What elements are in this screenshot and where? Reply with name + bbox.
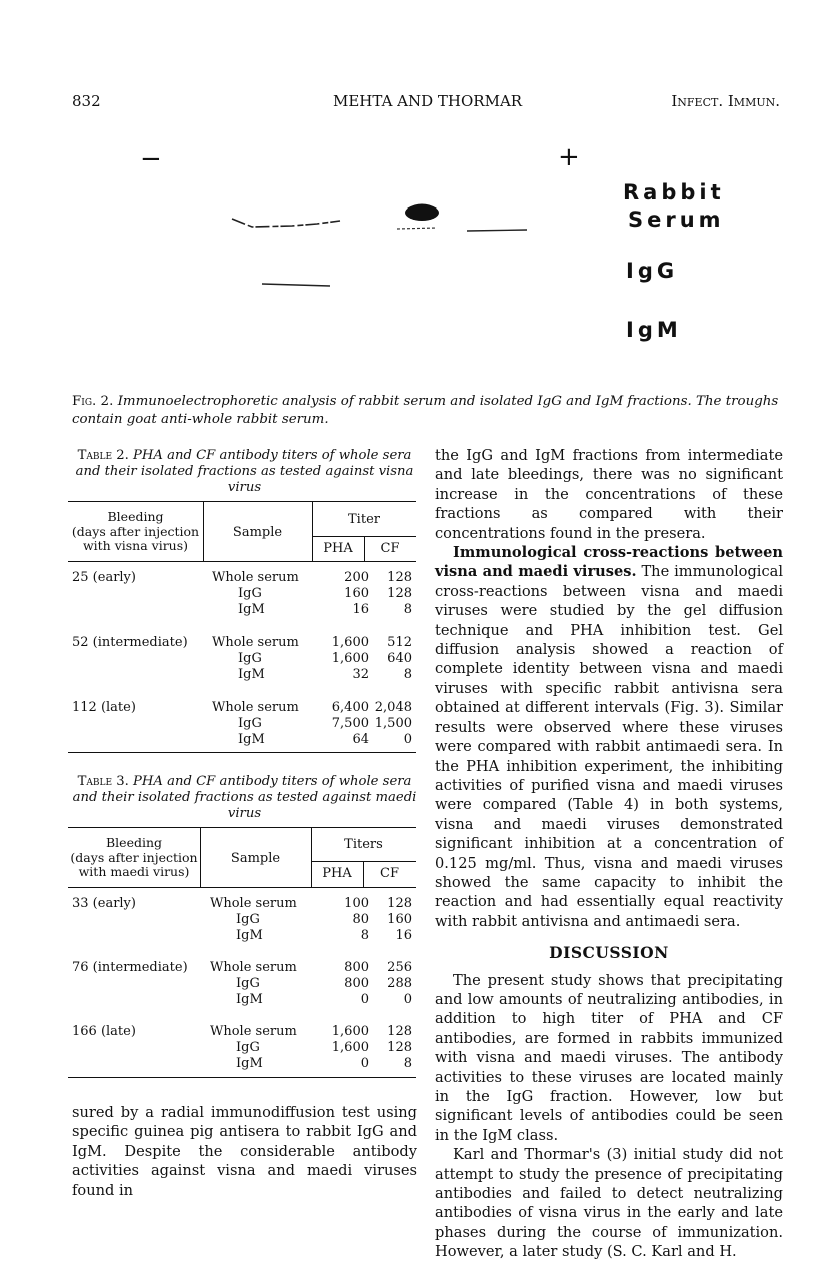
table-3-top-rule [68, 827, 416, 828]
paragraph: Karl and Thormar's (3) initial study did not attempt to study the presence of precipitating antibodies and failed to detect neutralizing antibodies of visna virus in the early and late phases during the course of immunization. However, a later study (S. C. Karl and H. [435, 1146, 783, 1261]
table-3-title: PHA and CF antibody titers of whole sera and their isolated fractions as tested against maedi virus [72, 774, 417, 821]
table-3-header-titers: Titers [344, 837, 383, 852]
paragraph: sured by a radial immunodiffusion test using specific guinea pig antisera to rabbit IgG and IgM. Despite the considerable antibody activities against visna and maedi viruses found in [72, 1104, 417, 1199]
table-row: IgG 1,600 640 [238, 651, 412, 666]
label-igg: IgG [626, 259, 679, 283]
table-2-title: PHA and CF antibody titers of whole sera and their isolated fractions as tested against visna virus [75, 448, 414, 495]
table-3-header-bleeding: Bleeding (days after injection with maedi virus) [70, 835, 198, 879]
table-row: 52 (intermediate) Whole serum 1,600 512 [72, 635, 412, 650]
table-row: IgM 16 8 [238, 602, 412, 617]
table-3-header-sample: Sample [230, 851, 281, 866]
table-2-header-pha: PHA [323, 541, 353, 556]
label-rabbit: Rabbit [623, 180, 725, 204]
plus-sign: + [558, 142, 580, 172]
table-3-header-cf: CF [380, 866, 399, 881]
caption-text: Immunoelectrophoretic analysis of rabbit serum and isolated IgG and IgM fractions. The troughs contain goat anti-whole rabbit serum. [72, 394, 779, 427]
table-row: IgM 0 8 [236, 1056, 412, 1071]
table-3-caption [72, 774, 417, 822]
table-2-caption [72, 448, 417, 496]
table-row: IgM 32 8 [238, 667, 412, 682]
table-2-header-bleeding: Bleeding (days after injection with visna virus) [71, 509, 200, 553]
table-2-label: Table 2. [77, 448, 129, 463]
table-2-top-rule [68, 501, 416, 502]
table-row: IgG 7,500 1,500 [238, 716, 412, 731]
table-row: 166 (late) Whole serum 1,600 128 [72, 1024, 412, 1039]
paragraph: the IgG and IgM fractions from intermediate and late bleedings, there was no significant increase in the concentrations of these fractions as compared with their concentrations found in the presera. [435, 447, 783, 542]
table-2-bottom-rule [68, 752, 416, 753]
table-3-bottom-rule [68, 1077, 416, 1078]
section-heading-cross-reactions: Immunological cross-reactions between visna and maedi viruses. [435, 544, 783, 581]
table-row: IgM 64 0 [238, 732, 412, 747]
minus-sign: − [140, 144, 162, 174]
table-row: 33 (early) Whole serum 100 128 [72, 896, 412, 911]
figure-caption [72, 393, 788, 429]
table-row: IgG 800 288 [236, 976, 412, 991]
right-column-text [435, 446, 783, 1262]
page-number: 832 [72, 92, 101, 110]
table-row: IgG 80 160 [236, 912, 412, 927]
label-serum: Serum [628, 208, 725, 232]
table-row: IgG 1,600 128 [236, 1040, 412, 1055]
table-2-header-rule [68, 561, 416, 562]
table-3-header-pha: PHA [322, 866, 352, 881]
paragraph: Immunological cross-reactions between visna and maedi viruses. The immunological cross-reactions between visna and maedi viruses were studied by the gel diffusion technique and PHA inhibition test. Gel diffusion analysis showed a reaction of complete identity between visna and maedi viruses with specific rabbit antivisna sera obtained at different intervals (Fig. 3). Similar results were observed where these viruses were compared with rabbit antimaedi sera. In the PHA inhibition experiment, the inhibiting activities of purified visna and maedi viruses were compared (Table 4) in both systems, visna and maedi viruses demonstrated significant inhibition at a concentration of 0.125 mg/ml. Thus, visna and maedi viruses showed the same capacity to inhibit the reaction and had essentially equal reactivity with rabbit antivisna and antimaedi sera. [435, 544, 784, 930]
table-2-body [72, 570, 416, 748]
table-2-header-sample: Sample [232, 525, 283, 540]
journal-name: Infect. Immun. [671, 92, 780, 110]
table-2-header-cf: CF [380, 541, 400, 556]
table-2-header-titer: Titer [348, 512, 380, 527]
table-row: IgM 8 16 [236, 928, 412, 943]
table-row: 25 (early) Whole serum 200 128 [72, 570, 412, 585]
running-authors: MEHTA AND THORMAR [333, 92, 523, 110]
left-column-text [72, 1103, 417, 1200]
paragraph: The present study shows that precipitating and low amounts of neutralizing antibodies, in addition to high titer of PHA and CF antibodies, are formed in rabbits immunized with visna and maedi viruses. The antibody activities to these viruses are located mainly in the IgG fraction. However, low but significant levels of antibodies could be seen in the IgM class. [435, 971, 783, 1144]
table-3-label: Table 3. [77, 774, 129, 789]
discussion-heading: DISCUSSION [549, 943, 669, 963]
table-3-body [72, 896, 416, 1072]
caption-label: Fig. 2. [72, 394, 114, 409]
table-row: IgG 160 128 [238, 586, 412, 601]
table-row: 76 (intermediate) Whole serum 800 256 [72, 960, 412, 975]
electrophoresis-gel-image [222, 195, 542, 295]
label-igm: IgM [626, 318, 682, 342]
table-row: IgM 0 0 [236, 992, 412, 1007]
figure-2 [72, 140, 788, 380]
table-row: 112 (late) Whole serum 6,400 2,048 [72, 700, 412, 715]
table-3-header-rule [68, 887, 416, 888]
